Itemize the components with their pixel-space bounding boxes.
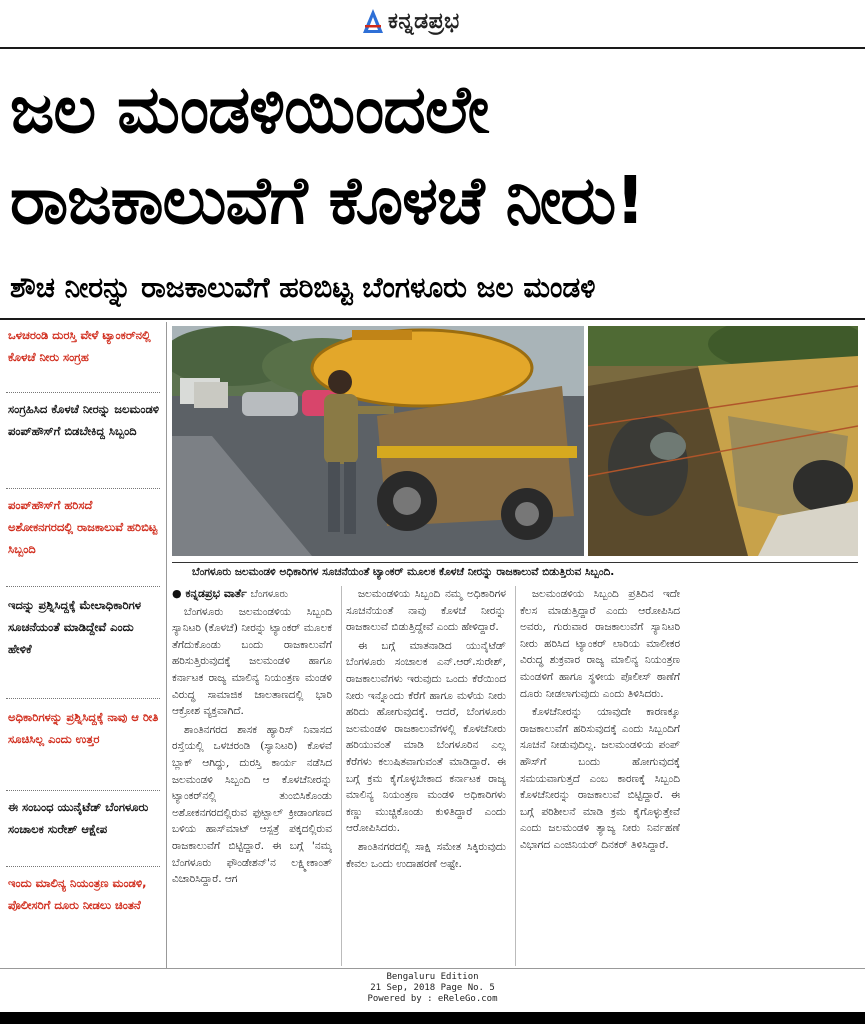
article-paragraph: ಬೆಂಗಳೂರು ಜಲಮಂಡಳಿಯ ಸಿಬ್ಬಂದಿ ಸ್ಯಾನಿಟರಿ (ಕೊಳಚೆ) ನೀರನ್ನು ಟ್ಯಾಂಕರ್ ಮೂಲಕ ತೆಗೆದುಕೊಂಡು ಬಂದು ರಾಜಕಾಲುವೆಗೆ ಹರಿಸುತ್ತಿರುವುದಕ್ಕೆ ಜಲಮಂಡಳಿ ಹಾಗೂ ಕರ್ನಾಟಕ ರಾಜ್ಯ ಮಾಲಿನ್ಯ ನಿಯಂತ್ರಣ ಮಂಡಳಿ ವಿರುದ್ಧ ಸಾಮಾಜಿಕ ಜಾಲತಾಣದಲ್ಲಿ ಭಾರಿ ಆಕ್ರೋಶ ವ್ಯಕ್ತವಾಗಿದೆ. <box>172 605 332 718</box>
byline-source: ಕನ್ನಡಪ್ರಭ ವಾರ್ತೆ <box>185 587 247 600</box>
highlight-divider <box>6 586 160 587</box>
subheadline-rule <box>0 318 865 320</box>
footer-date-page: 21 Sep, 2018 Page No. 5 <box>370 983 495 993</box>
highlight-item: ಸಂಗ್ರಹಿಸಿದ ಕೊಳಚೆ ನೀರನ್ನು ಜಲಮಂಡಳಿ ಪಂಪ್‌ಹೌಸ್‌ಗೆ ಬಿಡಬೇಕಿದ್ದ ಸಿಬ್ಬಂದಿ <box>8 402 160 438</box>
photo-storm-drain <box>588 326 858 556</box>
footer-edition: Bengaluru Edition <box>386 972 479 982</box>
masthead-title: ಕನ್ನಡಪ್ರಭ <box>388 8 460 34</box>
highlight-divider <box>6 698 160 699</box>
article-paragraph: ಶಾಂತಿನಗರದ ಶಾಸಕ ಹ್ಯಾರಿಸ್ ನಿವಾಸದ ರಸ್ತೆಯಲ್ಲಿ ಒಳಚರಂಡಿ (ಸ್ಯಾನಿಟರಿ) ಕೊಳವೆ ಬ್ಲಾಕ್ ಆಗಿದ್ದು, ದುರಸ್ತಿ ಕಾರ್ಯ ನಡೆಸಿದ ಜಲಮಂಡಳಿ ಸಿಬ್ಬಂದಿ ಆ ಕೊಳಚೆನೀರನ್ನು ಟ್ಯಾಂಕರ್‌ನಲ್ಲಿ ತುಂಬಿಸಿಕೊಂಡು ಅಶೋಕನಗರದಲ್ಲಿರುವ ಫುಟ್ಬಾಲ್ ಕ್ರೀಡಾಂಗಣದ ಬಳಿಯ ಹಾಸ್‌ಮಾಟ್ ಆಸ್ಪತ್ರೆ ಪಕ್ಕದಲ್ಲಿರುವ ರಾಜಕಾಲುವೆಗೆ ಬಿಟ್ಟಿದ್ದಾರೆ. ಈ ಬಗ್ಗೆ 'ನಮ್ಮ ಬೆಂಗಳೂರು ಫೌಂಡೇಶನ್'ನ ಲಕ್ಷ್ಮೀಕಾಂತ್ ವಿಚಾರಿಸಿದ್ದಾರೆ. ಆಗ <box>172 723 332 886</box>
masthead-rule <box>0 47 865 49</box>
highlight-divider <box>6 790 160 791</box>
highlight-item: ಒಳಚರಂಡಿ ದುರಸ್ತಿ ವೇಳೆ ಟ್ಯಾಂಕರ್‌ನಲ್ಲಿ ಕೊಳಚೆ ನೀರು ಸಂಗ್ರಹ <box>8 328 151 364</box>
byline-place: ಬೆಂಗಳೂರು <box>250 589 289 600</box>
logo[interactable] <box>362 8 460 34</box>
article-paragraph: ಜಲಮಂಡಳಿಯ ಸಿಬ್ಬಂದಿ ನಮ್ಮ ಅಧಿಕಾರಿಗಳ ಸೂಚನೆಯಂತೆ ನಾವು ಕೊಳಚೆ ನೀರನ್ನು ರಾಜಕಾಲುವೆ ಬಿಡುತ್ತಿದ್ದೇವೆ ಎಂದು ಹೇಳಿದ್ದಾರೆ. <box>346 588 506 634</box>
article-column-2 <box>346 586 506 966</box>
page-footer <box>0 968 865 1012</box>
highlight-item: ಅಧಿಕಾರಿಗಳನ್ನು ಪ್ರಶ್ನಿಸಿದ್ದಕ್ಕೆ ನಾವು ಆ ರೀತಿ ಸೂಚಿಸಿಲ್ಲ ಎಂದು ಉತ್ತರ <box>8 710 159 746</box>
article-paragraph: ಜಲಮಂಡಳಿಯ ಸಿಬ್ಬಂದಿ ಪ್ರತಿದಿನ ಇದೇ ಕೆಲಸ ಮಾಡುತ್ತಿದ್ದಾರೆ ಎಂದು ಆರೋಪಿಸಿದ ಅವರು, ಗುರುವಾರ ರಾಜಕಾಲುವೆಗೆ ಸ್ಯಾನಿಟರಿ ನೀರು ಹರಿಸಿದ ಟ್ಯಾಂಕರ್ ಲಾರಿಯ ಮಾಲೀಕರ ವಿರುದ್ಧ ಶುಕ್ರವಾರ ರಾಜ್ಯ ಮಾಲಿನ್ಯ ನಿಯಂತ್ರಣ ಮಂಡಳಿಗೆ ಹಾಗೂ ಸ್ಥಳೀಯ ಪೊಲೀಸ್ ಠಾಣೆಗೆ ದೂರು ನೀಡಲಾಗುವುದು ಎಂದು ತಿಳಿಸಿದರು. <box>520 588 680 700</box>
column-rule <box>515 586 516 966</box>
highlight-divider <box>6 488 160 489</box>
sidebar-rule <box>166 322 167 968</box>
highlight-divider <box>6 392 160 393</box>
highlights-sidebar <box>0 322 165 972</box>
photo-tanker-truck <box>172 326 584 556</box>
headline-line-1: ಜಲ ಮಂಡಳಿಯಿಂದಲೇ <box>10 71 489 148</box>
article-column-3 <box>520 586 680 966</box>
byline-bullet-icon: ● <box>172 587 182 600</box>
column-rule <box>341 586 342 966</box>
headline-line-2: ರಾಜಕಾಲುವೆಗೆ ಕೊಳಚೆ ನೀರು! <box>10 162 645 239</box>
article-paragraph: ಕೊಳಚೆನೀರನ್ನು ಯಾವುದೇ ಕಾರಣಕ್ಕೂ ರಾಜಕಾಲುವೆಗೆ ಹರಿಸುವುದಕ್ಕೆ ಎಂದು ಸಿಬ್ಬಂದಿಗೆ ಸೂಚನೆ ನೀಡುವುದಿಲ್ಲ. ಜಲಮಂಡಳಿಯ ಪಂಪ್ ಹೌಸ್‌ಗೆ ಬಂದು ಹೋಗುವುದಕ್ಕೆ ಸಮಯವಾಗುತ್ತದೆ ಎಂಬ ಕಾರಣಕ್ಕೆ ಸಿಬ್ಬಂದಿ ಕೊಳಚೆನೀರನ್ನು ರಾಜಕಾಲುವೆ ಬಿಟ್ಟಿದ್ದಾರೆ. ಈ ಬಗ್ಗೆ ಪರಿಶೀಲನೆ ಮಾಡಿ ಕ್ರಮ ಕೈಗೊಳ್ಳುತ್ತೇವೆ ಎಂದು ಜಲಮಂಡಳಿ ತ್ಯಾಜ್ಯ ನೀರು ನಿರ್ವಹಣೆ ವಿಭಾಗದ ಎಂಜಿನಿಯರ್ ದಿನಕರ್ ತಿಳಿಸಿದ್ದಾರೆ. <box>520 706 680 851</box>
logo-triangle-icon <box>362 8 384 34</box>
highlight-item: ಈ ಸಂಬಂಧ ಯುನೈಟೆಡ್ ಬೆಂಗಳೂರು ಸಂಚಾಲಕ ಸುರೇಶ್ ಆಕ್ಷೇಪ <box>8 800 149 836</box>
byline <box>172 586 332 604</box>
article-paragraph: ಶಾಂತಿನಗರದಲ್ಲಿ ಸಾಕ್ಷಿ ಸಮೇತ ಸಿಕ್ಕಿರುವುದು ಕೇವಲ ಒಂದು ಉದಾಹರಣೆ ಅಷ್ಟೇ. <box>346 840 506 870</box>
masthead <box>0 0 865 46</box>
photo-caption: ಬೆಂಗಳೂರು ಜಲಮಂಡಳಿ ಅಧಿಕಾರಿಗಳ ಸೂಚನೆಯಂತೆ ಟ್ಯಾಂಕರ್ ಮೂಲಕ ಕೊಳಚೆ ನೀರನ್ನು ರಾಜಕಾಲುವೆ ಬಿಡುತ್ತಿರುವ ಸಿಬ್ಬಂದಿ. <box>172 562 858 580</box>
highlight-item: ಇಂದು ಮಾಲಿನ್ಯ ನಿಯಂತ್ರಣ ಮಂಡಳಿ, ಪೊಲೀಸರಿಗೆ ದೂರು ನೀಡಲು ಚಿಂತನೆ <box>8 876 147 912</box>
article-column-1 <box>172 586 332 966</box>
footer-powered-by[interactable]: Powered by : eReleGo.com <box>367 994 498 1004</box>
highlight-item: ಇದನ್ನು ಪ್ರಶ್ನಿಸಿದ್ದಕ್ಕೆ ಮೇಲಾಧಿಕಾರಿಗಳ ಸೂಚನೆಯಂತೆ ಮಾಡಿದ್ದೇವೆ ಎಂದು ಹೇಳಿಕೆ <box>8 598 141 656</box>
subheadline: ಶೌಚ ನೀರನ್ನು ರಾಜಕಾಲುವೆಗೆ ಹರಿಬಿಟ್ಟ ಬೆಂಗಳೂರು ಜಲ ಮಂಡಳಿ <box>10 271 596 304</box>
highlight-item: ಪಂಪ್‌ಹೌಸ್‌ಗೆ ಹರಿಸದೆ ಅಶೋಕನಗರದಲ್ಲಿ ರಾಜಕಾಲುವೆ ಹರಿಬಿಟ್ಟ ಸಿಬ್ಬಂದಿ <box>8 498 158 556</box>
article-paragraph: ಈ ಬಗ್ಗೆ ಮಾತನಾಡಿದ ಯುನೈಟೆಡ್ ಬೆಂಗಳೂರು ಸಂಚಾಲಕ ಎನ್.ಆರ್.ಸುರೇಶ್, ರಾಜಕಾಲುವೆಗಳು ಇರುವುದು ಒಂದು ಕೆರೆಯಿಂದ ನೀರು ಇನ್ನೊಂದು ಕೆರೆಗೆ ಹಾಗೂ ಮಳೆಯ ನೀರು ಹರಿದು ಹೋಗುವುದಕ್ಕೆ. ಆದರೆ, ಬೆಂಗಳೂರು ಜಲಮಂಡಳಿ ರಾಜಕಾಲುವೆಗಳಲ್ಲಿ ಕೊಳಚೆನೀರು ಹರಿಯುವಂತೆ ಮಾಡಿ ಬೆಂಗಳೂರಿನ ಎಲ್ಲ ಕೆರೆಗಳು ಕಲುಷಿತವಾಗುವಂತೆ ಮಾಡಿದ್ದಾರೆ. ಈ ಬಗ್ಗೆ ಕ್ರಮ ಕೈಗೊಳ್ಳಬೇಕಾದ ಕರ್ನಾಟಕ ರಾಜ್ಯ ಮಾಲಿನ್ಯ ನಿಯಂತ್ರಣ ಮಂಡಳಿ ಅಧಿಕಾರಿಗಳು ಕಣ್ಣು ಮುಚ್ಚಿಕೊಂಡು ಕುಳಿತಿದ್ದಾರೆ ಎಂದು ಆರೋಪಿಸಿದರು. <box>346 639 506 835</box>
highlight-divider <box>6 866 160 867</box>
bottom-bar <box>0 1012 865 1024</box>
